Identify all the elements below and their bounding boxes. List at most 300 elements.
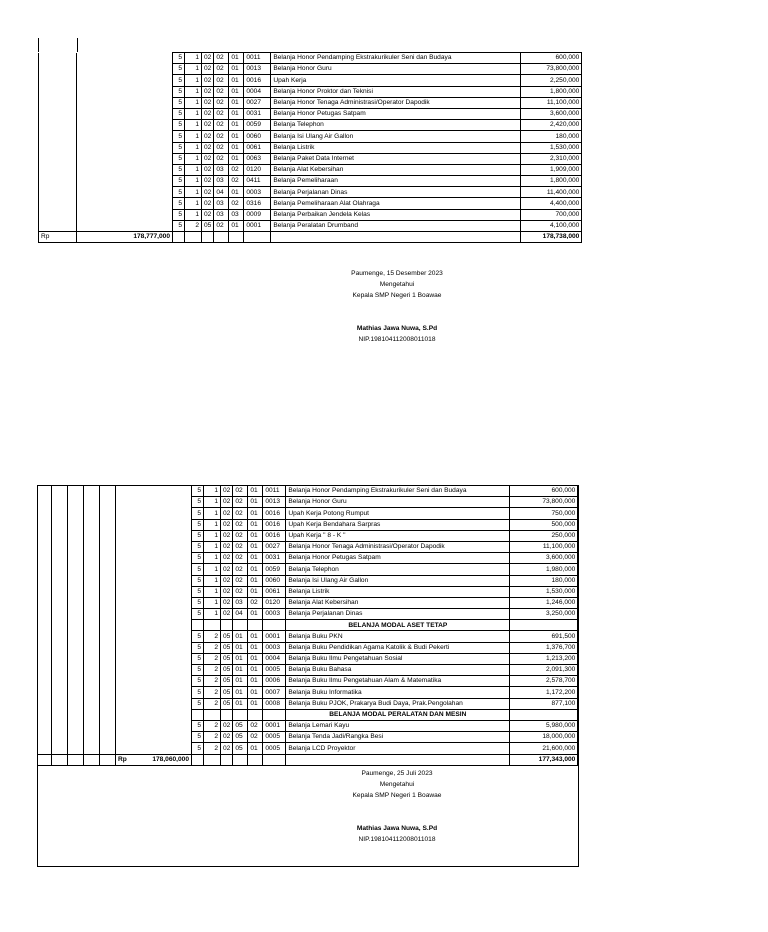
account-code: 0120 bbox=[263, 597, 286, 608]
account-code-c: 03 bbox=[214, 176, 229, 187]
empty-cell bbox=[38, 586, 52, 597]
acknowledge-label: Mengetahui bbox=[379, 781, 415, 788]
account-code-d: 01 bbox=[229, 75, 244, 86]
item-amount: 4,400,000 bbox=[521, 198, 582, 209]
item-amount: 3,600,000 bbox=[510, 553, 578, 564]
account-code-c: 02 bbox=[233, 486, 248, 497]
account-code-k: 5 bbox=[192, 676, 204, 687]
account-code: 0001 bbox=[263, 631, 286, 642]
account-code: 0011 bbox=[263, 486, 286, 497]
empty-cell bbox=[39, 53, 77, 64]
empty-cell bbox=[68, 575, 84, 586]
account-code: 0004 bbox=[263, 653, 286, 664]
signer-nip: NIP.198104112008011018 bbox=[358, 336, 436, 343]
account-code-b: 02 bbox=[202, 53, 214, 64]
account-code: 0003 bbox=[244, 187, 271, 198]
account-code-b: 02 bbox=[202, 131, 214, 142]
empty-cell bbox=[68, 709, 84, 720]
total-row bbox=[38, 754, 578, 765]
empty-cell bbox=[52, 486, 68, 497]
table-row bbox=[38, 530, 578, 541]
empty-cell bbox=[68, 519, 84, 530]
item-amount: 4,100,000 bbox=[521, 220, 582, 231]
empty-cell bbox=[68, 541, 84, 552]
item-amount: 180,000 bbox=[510, 575, 578, 586]
account-code: 0060 bbox=[263, 575, 286, 586]
empty-cell bbox=[39, 164, 77, 175]
account-code: 0005 bbox=[263, 732, 286, 743]
signer-name: Mathias Jawa Nuwa, S.Pd bbox=[356, 325, 438, 332]
account-code: 0003 bbox=[263, 642, 286, 653]
empty-cell bbox=[77, 75, 173, 86]
empty-cell bbox=[116, 743, 192, 754]
empty-cell bbox=[38, 676, 52, 687]
empty-cell bbox=[39, 97, 77, 108]
account-code-b: 02 bbox=[202, 164, 214, 175]
account-code-k: 5 bbox=[192, 486, 204, 497]
empty-cell bbox=[52, 530, 68, 541]
item-description: Belanja Honor Petugas Satpam bbox=[271, 108, 521, 119]
empty-cell bbox=[116, 698, 192, 709]
empty-cell bbox=[77, 53, 173, 64]
table-row bbox=[38, 642, 578, 653]
account-code-k: 5 bbox=[173, 131, 185, 142]
account-code-k: 5 bbox=[192, 609, 204, 620]
table-row bbox=[38, 597, 578, 608]
item-description: Belanja Lemari Kayu bbox=[286, 720, 510, 731]
account-code-d: 01 bbox=[248, 553, 263, 564]
table-row bbox=[39, 64, 582, 75]
account-code-k: 5 bbox=[192, 519, 204, 530]
account-code-a: 2 bbox=[204, 642, 221, 653]
empty-cell bbox=[116, 709, 192, 720]
empty-cell bbox=[68, 620, 84, 631]
empty-cell bbox=[77, 209, 173, 220]
empty-cell bbox=[116, 564, 192, 575]
item-description: Upah Kerja bbox=[271, 75, 521, 86]
item-description: Belanja Alat Kebersihan bbox=[286, 597, 510, 608]
empty-cell bbox=[52, 687, 68, 698]
empty-cell bbox=[100, 709, 116, 720]
empty-cell bbox=[52, 698, 68, 709]
empty-cell bbox=[116, 665, 192, 676]
item-amount: 3,600,000 bbox=[521, 108, 582, 119]
table-row bbox=[39, 209, 582, 220]
account-code-b: 02 bbox=[202, 108, 214, 119]
table-row bbox=[39, 142, 582, 153]
account-code-c: 02 bbox=[214, 53, 229, 64]
account-code-b: 02 bbox=[202, 86, 214, 97]
table-row bbox=[38, 541, 578, 552]
account-code-a: 1 bbox=[185, 108, 202, 119]
section-heading: BELANJA MODAL PERALATAN DAN MESIN bbox=[286, 709, 510, 720]
account-code-c: 02 bbox=[214, 64, 229, 75]
table-row bbox=[39, 53, 582, 64]
empty-cell bbox=[204, 754, 221, 765]
table-row bbox=[39, 198, 582, 209]
account-code-k: 5 bbox=[192, 541, 204, 552]
account-code-a: 1 bbox=[204, 541, 221, 552]
empty-cell bbox=[100, 553, 116, 564]
item-description: Belanja Honor Pendamping Ekstrakurikuler Seni dan Budaya bbox=[271, 53, 521, 64]
account-code-d: 01 bbox=[248, 665, 263, 676]
account-code-k: 5 bbox=[173, 153, 185, 164]
empty-cell bbox=[38, 541, 52, 552]
acknowledge-label: Mengetahui bbox=[379, 281, 415, 288]
empty-cell bbox=[68, 553, 84, 564]
account-code-k: 5 bbox=[173, 97, 185, 108]
item-amount: 2,578,700 bbox=[510, 676, 578, 687]
empty-cell bbox=[84, 720, 100, 731]
empty-cell bbox=[84, 631, 100, 642]
account-code-d: 01 bbox=[248, 508, 263, 519]
account-code-a: 1 bbox=[204, 497, 221, 508]
account-code-k: 5 bbox=[173, 108, 185, 119]
item-description: Belanja Honor Tenaga Administrasi/Operator Dapodik bbox=[286, 541, 510, 552]
account-code-b: 02 bbox=[221, 530, 233, 541]
account-code-c: 01 bbox=[233, 698, 248, 709]
account-code-a: 1 bbox=[185, 164, 202, 175]
empty-cell bbox=[84, 553, 100, 564]
empty-cell bbox=[221, 754, 233, 765]
item-description: Belanja Tenda Jadi/Rangka Besi bbox=[286, 732, 510, 743]
account-code-a: 1 bbox=[204, 519, 221, 530]
account-code-d: 02 bbox=[229, 164, 244, 175]
table-row bbox=[38, 676, 578, 687]
account-code: 0411 bbox=[244, 176, 271, 187]
account-code-b: 02 bbox=[202, 120, 214, 131]
account-code: 0001 bbox=[244, 220, 271, 231]
item-amount: 3,250,000 bbox=[510, 609, 578, 620]
empty-cell bbox=[39, 209, 77, 220]
empty-cell bbox=[52, 541, 68, 552]
empty-cell bbox=[38, 564, 52, 575]
empty-cell bbox=[100, 631, 116, 642]
account-code: 0016 bbox=[263, 508, 286, 519]
account-code-a: 1 bbox=[204, 564, 221, 575]
account-code-a: 2 bbox=[204, 743, 221, 754]
item-amount: 600,000 bbox=[521, 53, 582, 64]
item-description: Belanja Buku Bahasa bbox=[286, 665, 510, 676]
empty-cell bbox=[68, 665, 84, 676]
account-code-k: 5 bbox=[173, 220, 185, 231]
item-description: Belanja Telephon bbox=[286, 564, 510, 575]
table-row bbox=[39, 220, 582, 231]
total-left-cell bbox=[116, 754, 192, 765]
empty-cell bbox=[38, 698, 52, 709]
account-code-d: 01 bbox=[229, 64, 244, 75]
empty-cell bbox=[116, 720, 192, 731]
account-code: 0027 bbox=[244, 97, 271, 108]
account-code: 0001 bbox=[263, 720, 286, 731]
account-code-a: 1 bbox=[185, 142, 202, 153]
account-code-b: 02 bbox=[202, 187, 214, 198]
table-row bbox=[39, 187, 582, 198]
empty-cell bbox=[100, 732, 116, 743]
empty-cell bbox=[244, 232, 271, 243]
empty-cell bbox=[100, 720, 116, 731]
empty-cell bbox=[116, 620, 192, 631]
item-description: Upah Kerja " 8 - K " bbox=[286, 530, 510, 541]
item-amount: 2,420,000 bbox=[521, 120, 582, 131]
account-code-k: 5 bbox=[173, 86, 185, 97]
empty-cell bbox=[39, 86, 77, 97]
account-code-a: 2 bbox=[204, 631, 221, 642]
empty-cell bbox=[84, 609, 100, 620]
account-code: 0016 bbox=[263, 530, 286, 541]
account-code: 0013 bbox=[263, 497, 286, 508]
account-code-b: 02 bbox=[202, 97, 214, 108]
account-code-a: 1 bbox=[185, 97, 202, 108]
empty-cell bbox=[116, 508, 192, 519]
empty-cell bbox=[84, 732, 100, 743]
empty-cell bbox=[77, 97, 173, 108]
account-code-a: 1 bbox=[185, 209, 202, 220]
item-description: Upah Kerja Bendahara Sarpras bbox=[286, 519, 510, 530]
account-code-b: 02 bbox=[221, 597, 233, 608]
account-code-d: 01 bbox=[229, 120, 244, 131]
account-code-a: 1 bbox=[204, 508, 221, 519]
empty-cell bbox=[233, 754, 248, 765]
account-code-a: 2 bbox=[204, 732, 221, 743]
account-code-d: 02 bbox=[248, 597, 263, 608]
total-currency: Rp bbox=[39, 232, 77, 243]
account-code: 0016 bbox=[263, 519, 286, 530]
empty-cell bbox=[100, 541, 116, 552]
empty-cell bbox=[100, 698, 116, 709]
empty-cell bbox=[38, 754, 52, 765]
empty-cell bbox=[68, 653, 84, 664]
empty-cell bbox=[52, 631, 68, 642]
empty-cell bbox=[52, 754, 68, 765]
account-code-d: 01 bbox=[248, 609, 263, 620]
table-row bbox=[38, 698, 578, 709]
table-row bbox=[38, 653, 578, 664]
account-code-c: 01 bbox=[233, 631, 248, 642]
empty-cell bbox=[52, 597, 68, 608]
item-description: Belanja Pemeliharaan Alat Olahraga bbox=[271, 198, 521, 209]
account-code-b: 02 bbox=[221, 743, 233, 754]
item-description: Belanja Alat Kebersihan bbox=[271, 164, 521, 175]
item-amount: 2,250,000 bbox=[521, 75, 582, 86]
empty-cell bbox=[116, 541, 192, 552]
empty-cell bbox=[52, 553, 68, 564]
account-code-d: 01 bbox=[229, 220, 244, 231]
empty-cell bbox=[100, 486, 116, 497]
account-code-d: 01 bbox=[248, 586, 263, 597]
empty-cell bbox=[68, 597, 84, 608]
empty-cell bbox=[84, 698, 100, 709]
item-description: Belanja Listrik bbox=[286, 586, 510, 597]
account-code: 0059 bbox=[244, 120, 271, 131]
empty-cell bbox=[116, 642, 192, 653]
account-code: 0061 bbox=[244, 142, 271, 153]
account-code-k: 5 bbox=[173, 120, 185, 131]
item-amount: 73,800,000 bbox=[521, 64, 582, 75]
account-code-b: 05 bbox=[221, 631, 233, 642]
account-code-a: 1 bbox=[185, 64, 202, 75]
account-code-c: 02 bbox=[214, 220, 229, 231]
total-left: 178,060,000 bbox=[152, 755, 189, 763]
account-code-a: 1 bbox=[185, 176, 202, 187]
account-code-c: 02 bbox=[233, 497, 248, 508]
account-code-a: 2 bbox=[204, 653, 221, 664]
item-amount: 250,000 bbox=[510, 530, 578, 541]
item-amount: 11,100,000 bbox=[521, 97, 582, 108]
empty-cell bbox=[38, 732, 52, 743]
empty-cell bbox=[68, 754, 84, 765]
account-code-k: 5 bbox=[192, 631, 204, 642]
budget-table-1-grid bbox=[38, 52, 582, 243]
empty-cell bbox=[38, 597, 52, 608]
empty-cell bbox=[84, 676, 100, 687]
account-code-k: 5 bbox=[192, 553, 204, 564]
empty-cell bbox=[52, 519, 68, 530]
item-amount: 1,980,000 bbox=[510, 564, 578, 575]
empty-cell bbox=[38, 631, 52, 642]
item-description: Belanja Perjalanan Dinas bbox=[271, 187, 521, 198]
account-code-c: 02 bbox=[233, 530, 248, 541]
account-code-d: 03 bbox=[229, 209, 244, 220]
empty-cell bbox=[39, 198, 77, 209]
empty-cell bbox=[233, 709, 248, 720]
account-code-a: 1 bbox=[204, 553, 221, 564]
signer-role: Kepala SMP Negeri 1 Boawae bbox=[352, 292, 442, 299]
account-code-c: 02 bbox=[233, 586, 248, 597]
item-amount: 2,091,300 bbox=[510, 665, 578, 676]
item-amount: 21,600,000 bbox=[510, 743, 578, 754]
empty-cell bbox=[192, 754, 204, 765]
empty-cell bbox=[248, 709, 263, 720]
empty-cell bbox=[39, 75, 77, 86]
total-right: 178,738,000 bbox=[521, 232, 582, 243]
empty-cell bbox=[68, 564, 84, 575]
empty-cell bbox=[263, 754, 286, 765]
item-amount: 73,800,000 bbox=[510, 497, 578, 508]
account-code-c: 02 bbox=[233, 541, 248, 552]
account-code-k: 5 bbox=[173, 176, 185, 187]
item-amount: 1,530,000 bbox=[510, 586, 578, 597]
empty-cell bbox=[77, 120, 173, 131]
empty-cell bbox=[52, 586, 68, 597]
account-code-d: 01 bbox=[248, 541, 263, 552]
account-code-k: 5 bbox=[192, 564, 204, 575]
empty-cell bbox=[77, 176, 173, 187]
account-code-b: 02 bbox=[202, 209, 214, 220]
item-description: Belanja Honor Guru bbox=[286, 497, 510, 508]
empty-cell bbox=[39, 108, 77, 119]
empty-cell bbox=[116, 687, 192, 698]
section-heading: BELANJA MODAL ASET TETAP bbox=[286, 620, 510, 631]
empty-cell bbox=[39, 176, 77, 187]
item-amount: 500,000 bbox=[510, 519, 578, 530]
empty-cell bbox=[77, 164, 173, 175]
account-code-d: 01 bbox=[248, 519, 263, 530]
empty-cell bbox=[286, 754, 510, 765]
item-description: Belanja Perbaikan Jendela Kelas bbox=[271, 209, 521, 220]
empty-cell bbox=[39, 120, 77, 131]
empty-cell bbox=[84, 597, 100, 608]
item-description: Belanja Honor Petugas Satpam bbox=[286, 553, 510, 564]
empty-cell bbox=[173, 232, 185, 243]
account-code-b: 05 bbox=[221, 665, 233, 676]
empty-cell bbox=[271, 232, 521, 243]
account-code-a: 2 bbox=[204, 676, 221, 687]
account-code-c: 01 bbox=[233, 687, 248, 698]
account-code-d: 01 bbox=[248, 653, 263, 664]
account-code-a: 2 bbox=[204, 720, 221, 731]
empty-cell bbox=[229, 232, 244, 243]
empty-cell bbox=[52, 653, 68, 664]
account-code-c: 02 bbox=[233, 553, 248, 564]
empty-cell bbox=[100, 687, 116, 698]
empty-cell bbox=[52, 508, 68, 519]
account-code-d: 01 bbox=[229, 53, 244, 64]
empty-cell bbox=[84, 709, 100, 720]
account-code-b: 02 bbox=[221, 575, 233, 586]
account-code-a: 1 bbox=[185, 120, 202, 131]
account-code: 0027 bbox=[263, 541, 286, 552]
account-code-c: 02 bbox=[233, 519, 248, 530]
empty-cell bbox=[100, 676, 116, 687]
empty-cell bbox=[68, 720, 84, 731]
account-code-k: 5 bbox=[192, 732, 204, 743]
empty-cell bbox=[68, 687, 84, 698]
account-code-a: 1 bbox=[204, 530, 221, 541]
item-description: Belanja Buku Ilmu Pengetahuan Alam & Matematika bbox=[286, 676, 510, 687]
empty-cell bbox=[38, 519, 52, 530]
account-code-k: 5 bbox=[192, 743, 204, 754]
empty-cell bbox=[116, 586, 192, 597]
item-description: Belanja Buku Ilmu Pengetahuan Sosial bbox=[286, 653, 510, 664]
account-code-b: 05 bbox=[221, 653, 233, 664]
empty-cell bbox=[233, 620, 248, 631]
empty-cell bbox=[116, 609, 192, 620]
account-code: 0006 bbox=[263, 676, 286, 687]
account-code-c: 02 bbox=[214, 75, 229, 86]
empty-cell bbox=[116, 553, 192, 564]
empty-cell bbox=[510, 620, 578, 631]
account-code-c: 01 bbox=[233, 642, 248, 653]
account-code-c: 03 bbox=[214, 209, 229, 220]
empty-cell bbox=[38, 609, 52, 620]
account-code: 0004 bbox=[244, 86, 271, 97]
account-code-c: 01 bbox=[233, 676, 248, 687]
account-code-b: 02 bbox=[221, 732, 233, 743]
account-code-d: 01 bbox=[248, 486, 263, 497]
empty-cell bbox=[52, 732, 68, 743]
empty-cell bbox=[77, 198, 173, 209]
item-description: Belanja Buku Pendidikan Agama Katolik & Budi Pekerti bbox=[286, 642, 510, 653]
account-code-d: 02 bbox=[229, 198, 244, 209]
empty-cell bbox=[84, 586, 100, 597]
table-row bbox=[38, 743, 578, 754]
empty-cell bbox=[263, 709, 286, 720]
empty-cell bbox=[39, 187, 77, 198]
account-code: 0120 bbox=[244, 164, 271, 175]
item-amount: 700,000 bbox=[521, 209, 582, 220]
item-description: Belanja Honor Guru bbox=[271, 64, 521, 75]
account-code-d: 01 bbox=[229, 97, 244, 108]
empty-cell bbox=[68, 743, 84, 754]
empty-cell bbox=[84, 486, 100, 497]
item-amount: 11,100,000 bbox=[510, 541, 578, 552]
empty-cell bbox=[116, 597, 192, 608]
empty-cell bbox=[84, 508, 100, 519]
empty-cell bbox=[77, 187, 173, 198]
table-row bbox=[39, 120, 582, 131]
empty-cell bbox=[38, 620, 52, 631]
